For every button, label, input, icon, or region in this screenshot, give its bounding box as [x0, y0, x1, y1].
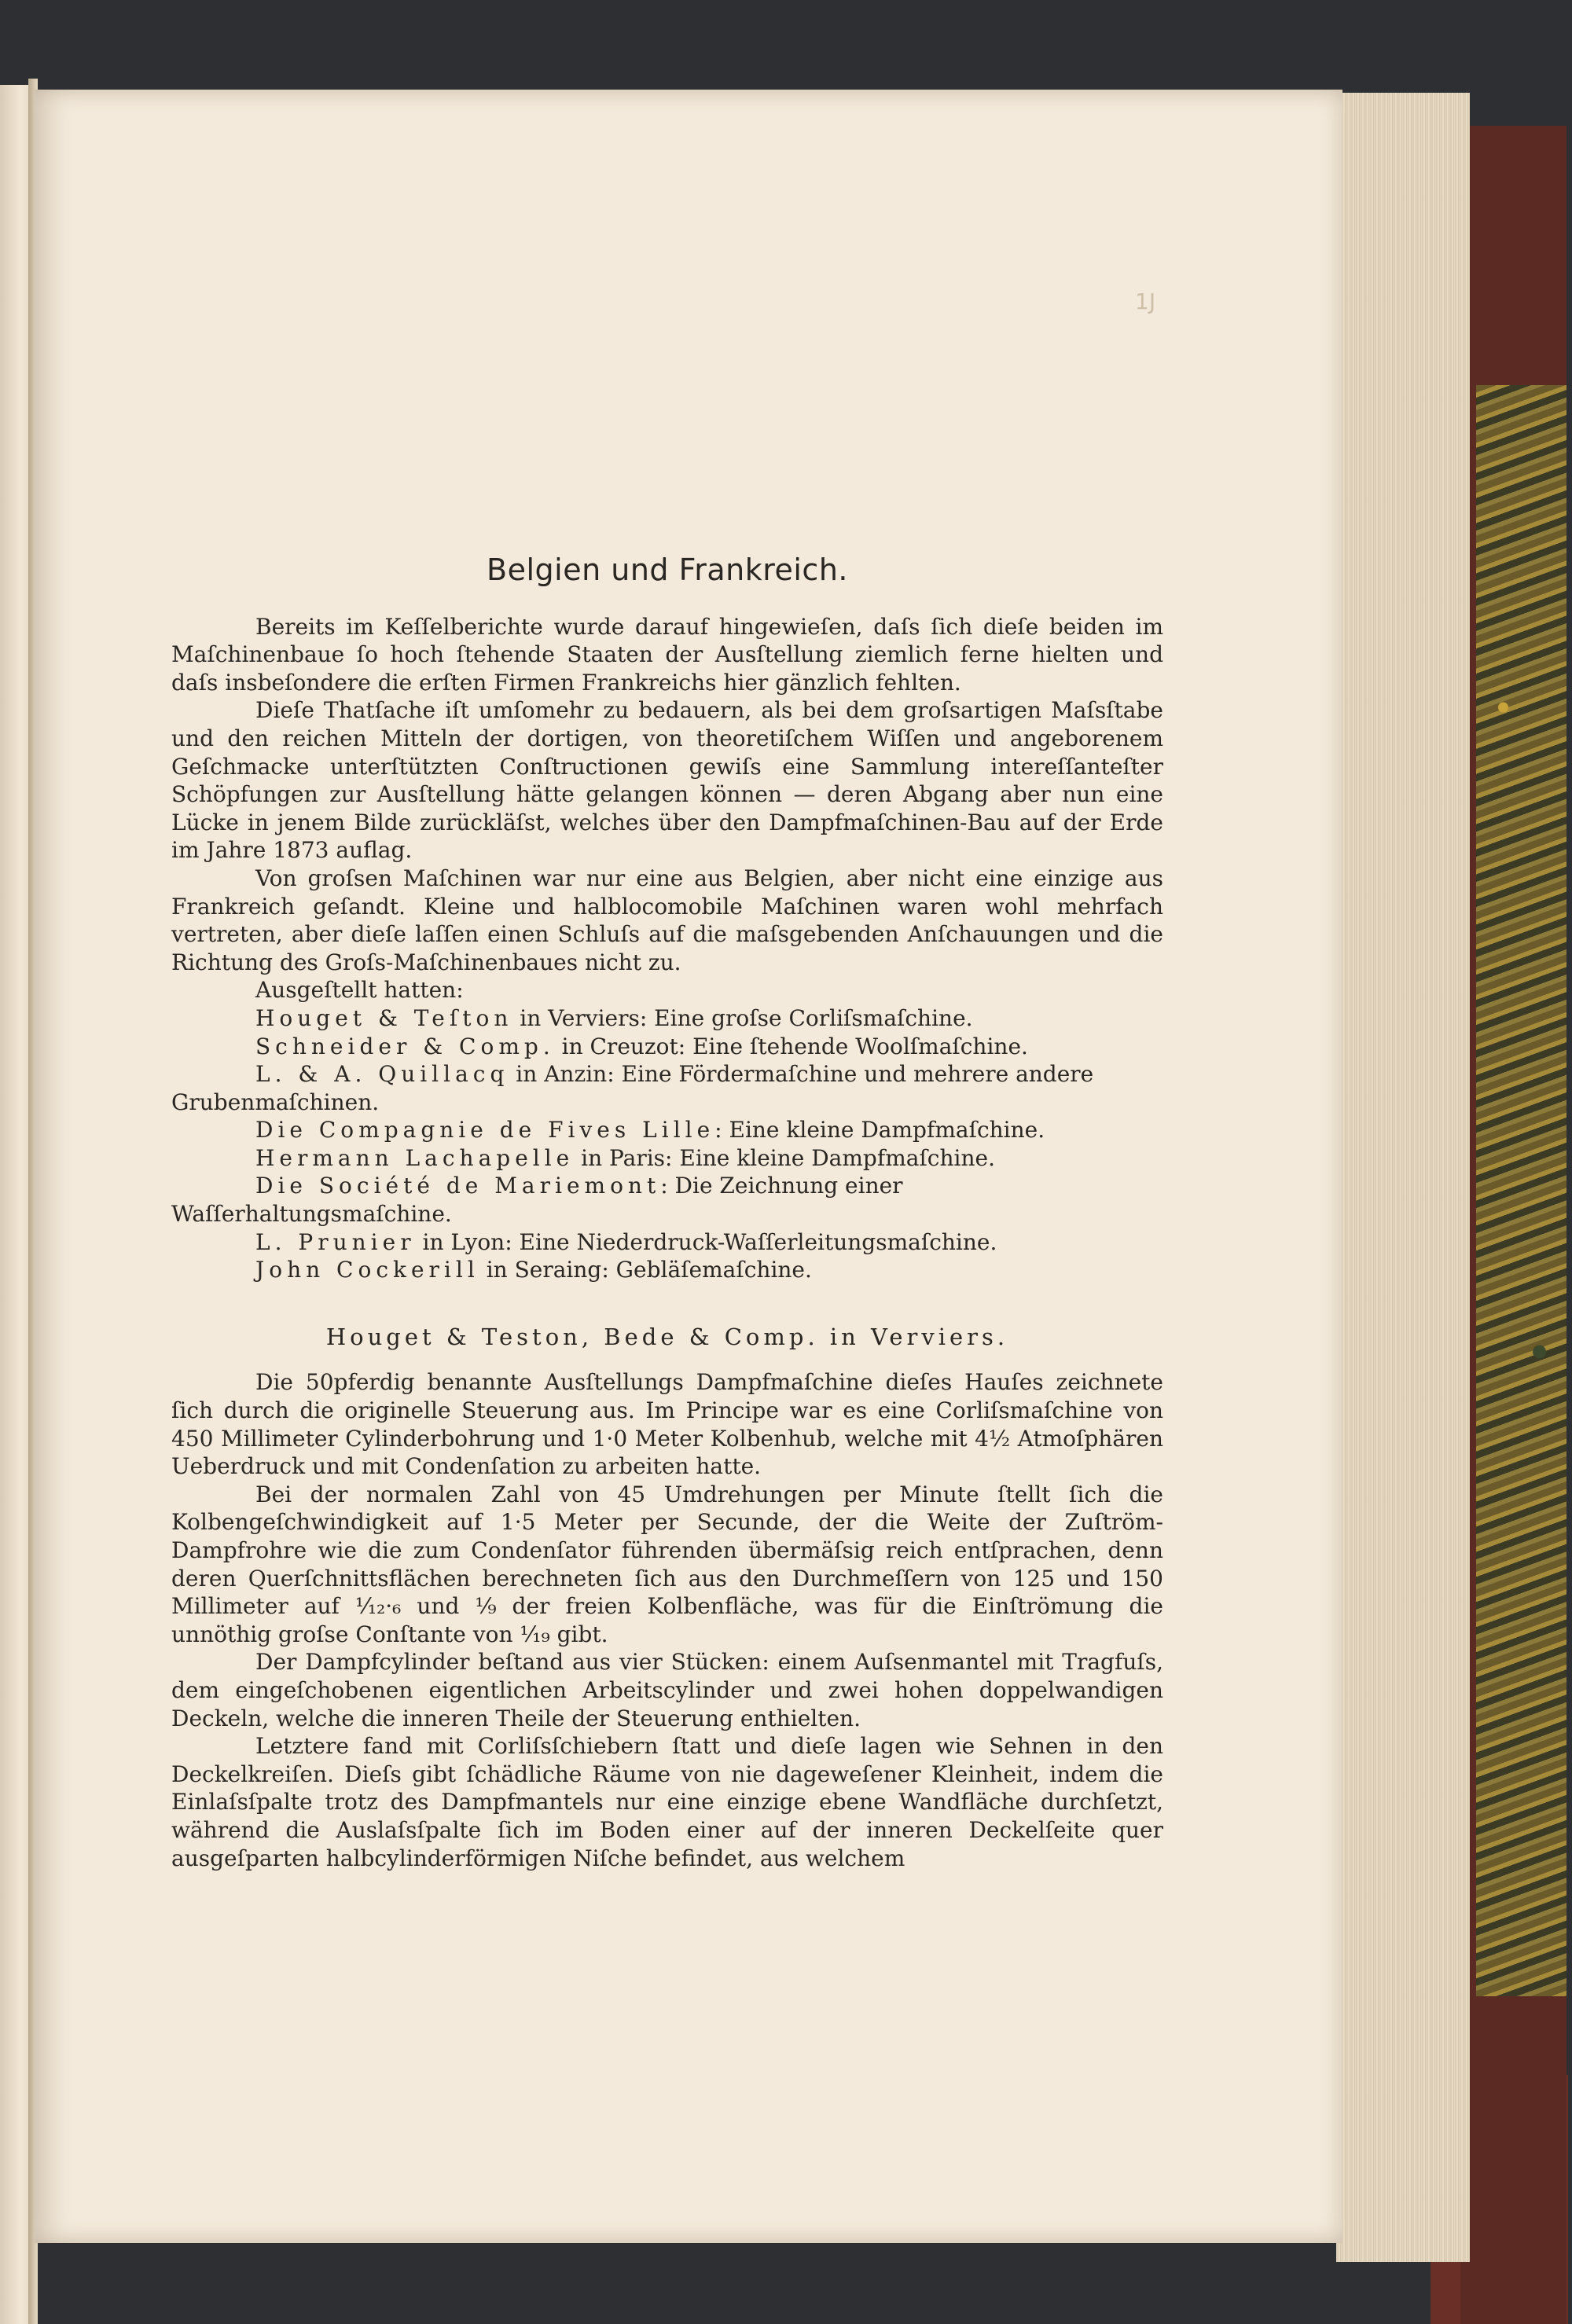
exhibitor-entry	[171, 1004, 1163, 1033]
exhibitor-entry	[171, 1116, 1163, 1144]
section-heading: Houget & Teston, Bede & Comp. in Verviers.	[325, 1323, 1009, 1350]
marbled-cover	[1476, 385, 1566, 1996]
exhibitor-name: John Cockerill	[255, 1257, 479, 1283]
exhibitor-detail: in Verviers: Eine groſse Corliſsmaſchine.	[512, 1004, 973, 1031]
paragraph: Die 50pferdig benannte Ausſtellungs Dampfmaſchine dieſes Hauſes zeichnete ſich durch die originelle Steuerung aus. Im Principe war es eine Corliſsmaſchine von 450 Millimeter Cylinderbohrung und 1·0 Meter Kolbenhub, welche mit 4½ Atmoſphären Ueberdruck und mit Condenſation zu arbeiten hatte.	[171, 1369, 1163, 1480]
exhibitor-entry	[171, 1144, 1163, 1173]
exhibitor-entry	[171, 1033, 1163, 1061]
paragraph: Bereits im Keſſelberichte wurde darauf hingewieſen, daſs ſich dieſe beiden im Maſchinenbaue ſo hoch ſtehende Staaten der Ausſtellung ziemlich ferne hielten und daſs insbeſondere die erſten Firmen Frankreichs hier gänzlich fehlten.	[171, 613, 1163, 696]
exhibitor-name: Die Société de Mariemont	[255, 1173, 661, 1199]
exhibitor-entry	[171, 1228, 1163, 1257]
exhibitor-name: Houget & Teſton	[255, 1004, 513, 1031]
exhibitor-entry	[171, 1172, 1163, 1228]
page-title: Belgien und Frankreich.	[487, 553, 848, 587]
paragraph: Dieſe Thatſache iſt umſomehr zu bedauern, als bei dem groſsartigen Maſsſtabe und den reichen Mitteln der dortigen, von theoretiſchem Wiſſen und angeborenem Geſchmacke unterſtützten Conſtructionen gewiſs eine Sammlung intereſſanteſter Schöpfungen zur Ausſtellung hätte gelangen können — deren Abgang aber nun eine Lücke in jenem Bilde zurückläſst, welches über den Dampfmaſchinen-Bau auf der Erde im Jahre 1873 auflag.	[171, 697, 1163, 864]
exhibitor-name: Schneider & Comp.	[255, 1033, 555, 1059]
paragraph: Von groſsen Maſchinen war nur eine aus Belgien, aber nicht eine einzige aus Frankreich geſandt. Kleine und halblocomobile Maſchinen waren wohl mehrfach vertreten, aber dieſe laſſen einen Schluſs auf die maſsgebenden Anſchauungen und die Richtung des Groſs-Maſchinenbaues nicht zu.	[171, 865, 1163, 975]
exhibitor-entry	[171, 1256, 1163, 1284]
faint-page-number: 1J	[1135, 288, 1156, 314]
exhibitor-name: Hermann Lachapelle	[255, 1144, 575, 1171]
exhibitor-detail: : Eine kleine Dampfmaſchine.	[714, 1117, 1045, 1144]
exhibitor-detail: in Creuzot: Eine ſtehende Woolſmaſchine.	[554, 1033, 1028, 1059]
text-block	[171, 553, 1163, 1872]
exhibitor-detail: : Die Zeichnung einer Waſſerhaltungsmaſchine.	[171, 1173, 903, 1228]
page-edges	[1336, 93, 1470, 2262]
paragraph: Bei der normalen Zahl von 45 Umdrehungen per Minute ſtellt ſich die Kolbengeſchwindigkeit auf 1·5 Meter per Secunde, der die Weite der Zuſtröm-Dampfrohre wie die zum Condenſator führenden übermäſsig reich entſprachen, denn deren Querſchnittsflächen berechneten ſich aus den Durchmeſſern von 125 und 150 Millimeter auf ¹⁄₁₂·₆ und ¹⁄₉ der freien Kolbenfläche, was für die Einſtrömung die unnöthig groſse Conſtante von ¹⁄₁₉ gibt.	[171, 1481, 1163, 1647]
exhibitor-detail: in Seraing: Gebläſemaſchine.	[479, 1257, 812, 1283]
exhibitor-name: L. Prunier	[255, 1228, 416, 1255]
exhibitor-list	[171, 1004, 1163, 1284]
exhibitor-detail: in Paris: Eine kleine Dampfmaſchine.	[574, 1144, 995, 1171]
paragraph: Der Dampfcylinder beſtand aus vier Stücken: einem Auſsenmantel mit Tragfuſs, dem eingeſchobenen eigentlichen Arbeitscylinder und zwei hohen doppelwandigen Deckeln, welche die inneren Theile der Steuerung enthielten.	[171, 1649, 1163, 1731]
exhibitor-detail: in Lyon: Eine Niederdruck-Waſſerleitungsmaſchine.	[415, 1228, 997, 1255]
exhibitor-detail: in Anzin: Eine Fördermaſchine und mehrere andere Grubenmaſchinen.	[171, 1061, 1094, 1115]
paragraph-exhibitors-intro: Ausgeſtellt hatten:	[255, 977, 464, 1004]
exhibitor-name: Die Compagnie de Fives Lille	[255, 1117, 715, 1144]
exhibitor-entry	[171, 1060, 1163, 1116]
paragraph: Letztere fand mit Corliſsſchiebern ſtatt und dieſe lagen wie Sehnen in den Deckelkreiſen. Dieſs gibt ſchädliche Räume von nie dageweſener Kleinheit, indem die Einlaſsſpalte trotz des Dampfmantels nur eine einzige ebene Wandfläche durchſetzt, während die Auslaſsſpalte ſich im Boden einer auf der inneren Deckelſeite quer ausgeſparten halbcylinderförmigen Niſche befindet, aus welchem	[171, 1733, 1163, 1871]
exhibitor-name: L. & A. Quillacq	[255, 1061, 509, 1088]
